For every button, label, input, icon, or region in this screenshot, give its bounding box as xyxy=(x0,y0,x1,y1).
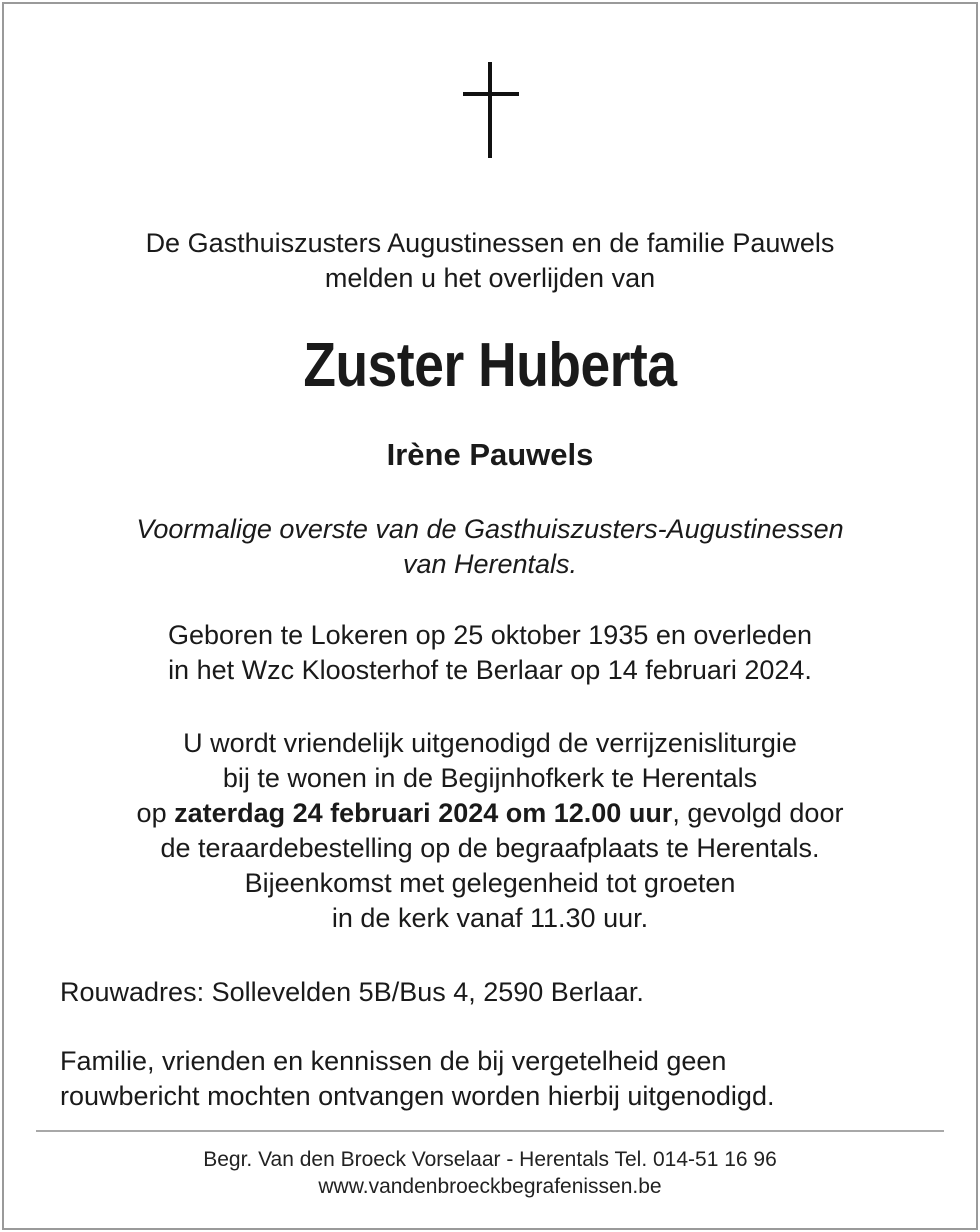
mourning-address: Rouwadres: Sollevelden 5B/Bus 4, 2590 Berlaar. xyxy=(60,977,644,1007)
service-suffix: , gevolgd door xyxy=(672,798,844,828)
service-line: Bijeenkomst met gelegenheid tot groeten xyxy=(244,868,736,898)
invitation-text xyxy=(60,1044,940,1114)
service-prefix: op xyxy=(136,798,175,828)
role-description xyxy=(0,512,980,582)
invitation-line: Familie, vrienden en kennissen de bij vergetelheid geen xyxy=(60,1046,727,1076)
intro-line: De Gasthuiszusters Augustinessen en de familie Pauwels xyxy=(145,228,835,258)
intro-line: melden u het overlijden van xyxy=(324,263,656,293)
service-info xyxy=(0,726,980,936)
funeral-home-footer xyxy=(0,1146,980,1200)
service-datetime: zaterdag 24 februari 2024 om 12.00 uur xyxy=(174,798,673,828)
deceased-religious-name: Zuster Huberta xyxy=(303,331,677,400)
birth-death-line: Geboren te Lokeren op 25 oktober 1935 en overleden xyxy=(168,620,812,650)
invitation-line: rouwbericht mochten ontvangen worden hierbij uitgenodigd. xyxy=(60,1081,775,1111)
footer-divider xyxy=(36,1130,944,1132)
birth-death-text xyxy=(0,618,980,688)
latin-cross-icon xyxy=(0,62,980,162)
service-line: U wordt vriendelijk uitgenodigd de verrijzenisliturgie xyxy=(183,728,797,758)
deceased-civil-name: Irène Pauwels xyxy=(386,437,594,472)
service-line: in de kerk vanaf 11.30 uur. xyxy=(331,903,649,933)
role-line: van Herentals. xyxy=(402,549,578,579)
intro-text xyxy=(0,226,980,296)
service-line: de teraardebestelling op de begraafplaats te Herentals. xyxy=(160,833,820,863)
role-line: Voormalige overste van de Gasthuiszusters-Augustinessen xyxy=(136,514,844,544)
funeral-home-contact: Begr. Van den Broeck Vorselaar - Herentals Tel. 014-51 16 96 xyxy=(203,1148,777,1171)
service-datetime-line xyxy=(0,796,980,831)
funeral-home-website: www.vandenbroeckbegrafenissen.be xyxy=(318,1175,662,1198)
service-line: bij te wonen in de Begijnhofkerk te Herentals xyxy=(222,763,758,793)
birth-death-line: in het Wzc Kloosterhof te Berlaar op 14 februari 2024. xyxy=(168,655,812,685)
